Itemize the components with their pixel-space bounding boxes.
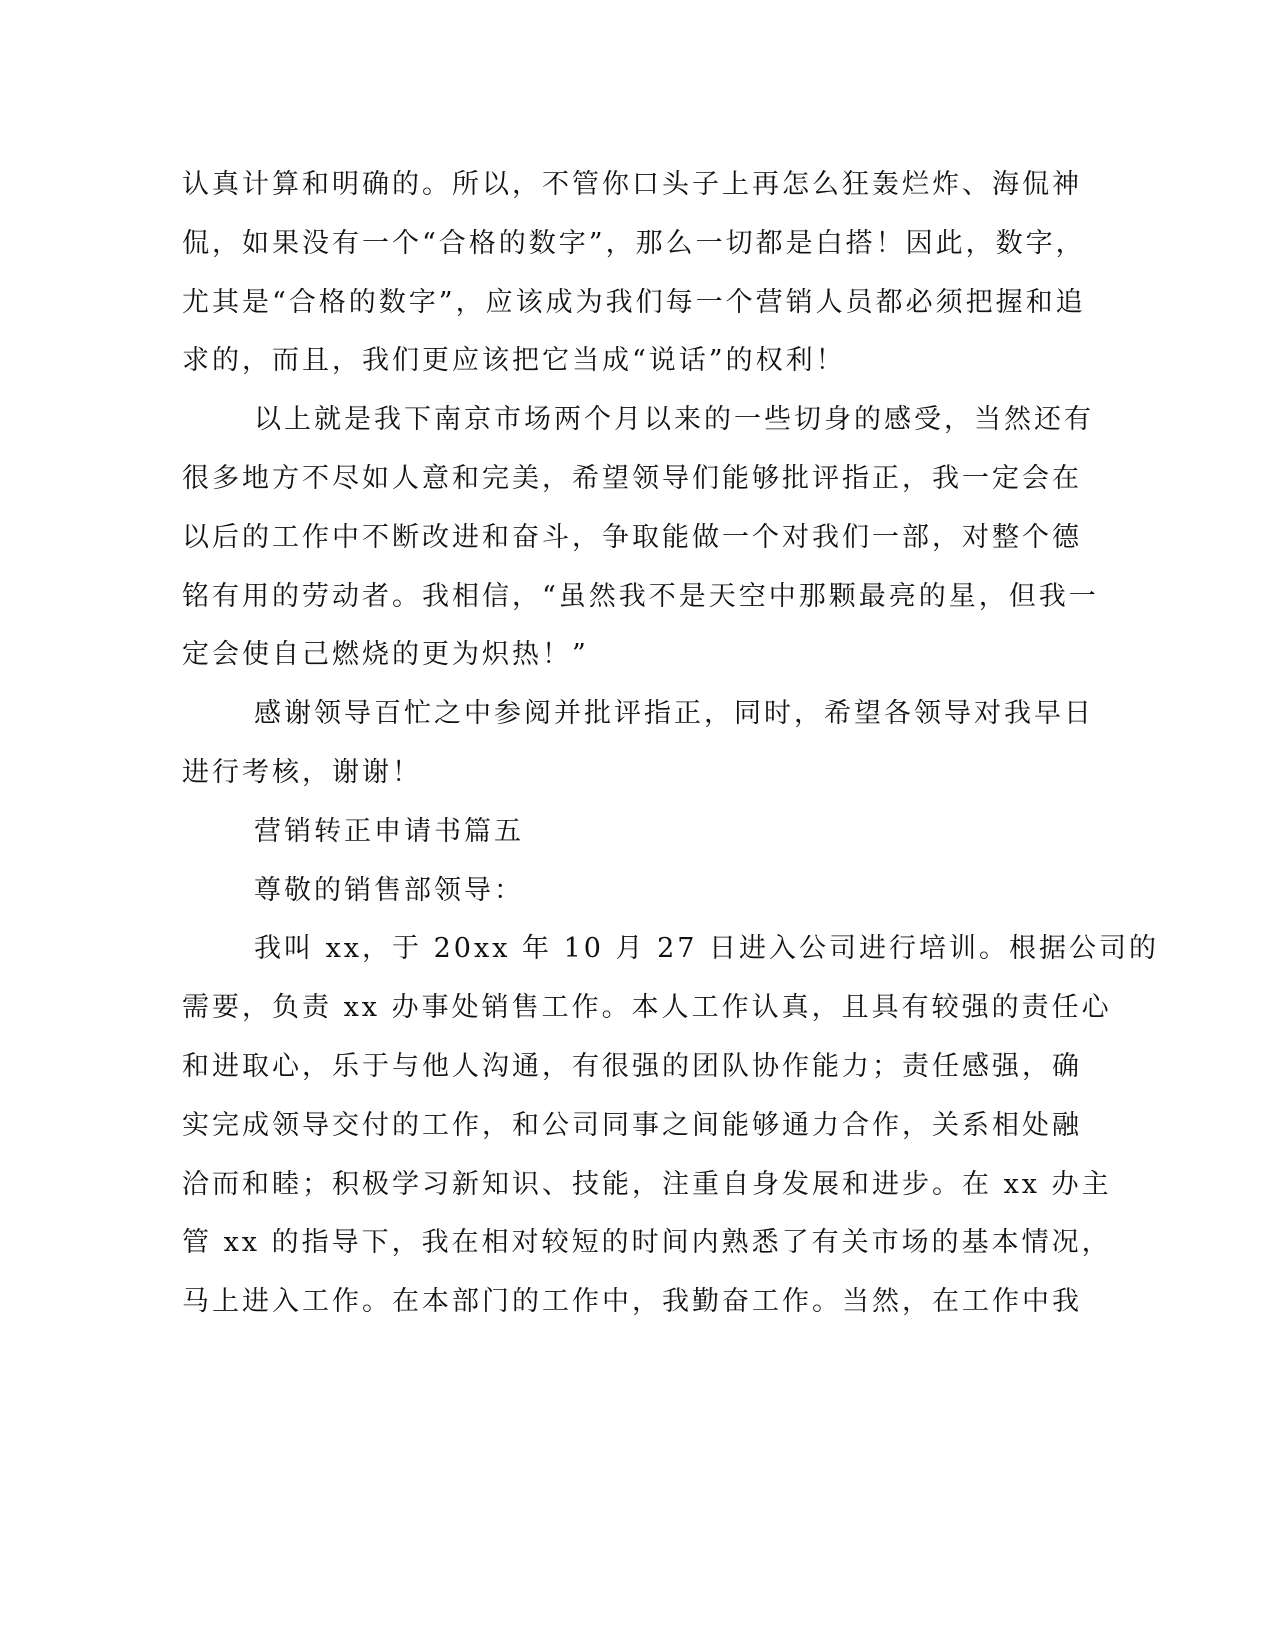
text-line: 和进取心，乐于与他人沟通，有很强的团队协作能力；责任感强，确 [182, 1050, 1082, 1082]
text-line: 马上进入工作。在本部门的工作中，我勤奋工作。当然，在工作中我 [182, 1286, 1082, 1318]
document-body [182, 156, 1160, 1332]
text-line: 管 xx 的指导下，我在相对较短的时间内熟悉了有关市场的基本情况， [182, 1227, 1112, 1259]
text-line: 侃，如果没有一个“合格的数字”，那么一切都是白搭！因此，数字， [182, 227, 1086, 259]
text-line: 尤其是“合格的数字”，应该成为我们每一个营销人员都必须把握和追 [182, 286, 1086, 318]
text-line: 认真计算和明确的。所以，不管你口头子上再怎么狂轰烂炸、海侃神 [182, 169, 1082, 200]
section-heading: 营销转正申请书篇五 [254, 815, 524, 847]
paragraph-start-line: 以上就是我下南京市场两个月以来的一些切身的感受，当然还有 [254, 404, 1094, 436]
text-line: 以后的工作中不断改进和奋斗，争取能做一个对我们一部，对整个德 [182, 521, 1082, 553]
text-line: 很多地方不尽如人意和完美，希望领导们能够批评指正，我一定会在 [182, 462, 1082, 494]
paragraph-start-line: 我叫 xx，于 20xx 年 10 月 27 日进入公司进行培训。根据公司的 [254, 933, 1160, 965]
text-line: 实完成领导交付的工作，和公司同事之间能够通力合作，关系相处融 [182, 1109, 1082, 1141]
text-line: 铭有用的劳动者。我相信，“虽然我不是天空中那颗最亮的星，但我一 [182, 580, 1099, 612]
paragraph-start-line: 感谢领导百忙之中参阅并批评指正，同时，希望各领导对我早日 [254, 698, 1094, 730]
text-line: 定会使自己燃烧的更为炽热！” [182, 639, 589, 671]
text-line: 求的，而且，我们更应该把它当成“说话”的权利！ [182, 345, 846, 377]
salutation: 尊敬的销售部领导： [254, 874, 524, 906]
text-line: 进行考核，谢谢！ [182, 756, 422, 788]
text-line: 洽而和睦；积极学习新知识、技能，注重自身发展和进步。在 xx 办主 [182, 1168, 1112, 1200]
text-line: 需要，负责 xx 办事处销售工作。本人工作认真，且具有较强的责任心 [182, 992, 1112, 1024]
